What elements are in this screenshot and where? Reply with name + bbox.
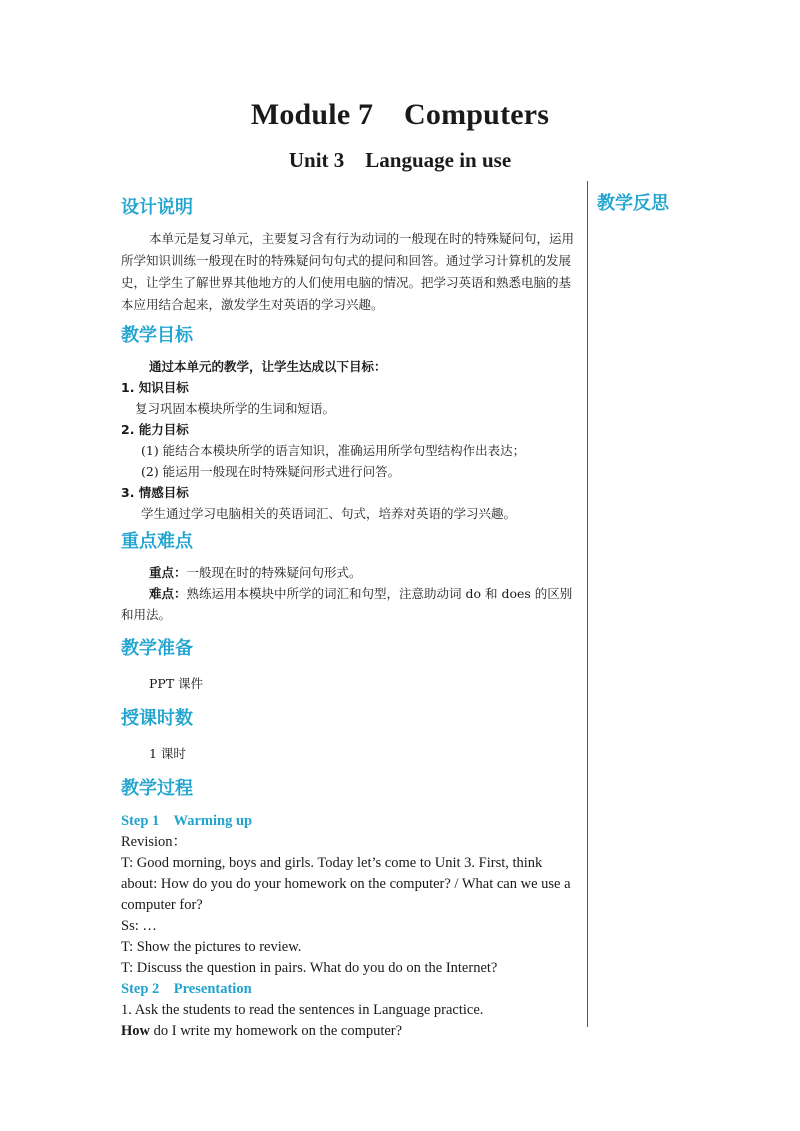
presentation-item-1: 1. Ask the students to read the sentences in Language practice. bbox=[121, 1002, 484, 1018]
how-word: How bbox=[121, 1023, 150, 1039]
ability-title: 2. 能力目标 bbox=[121, 422, 189, 437]
difficulty-label: 难点： bbox=[149, 586, 187, 601]
difficulty-text: 熟练运用本模块中所学的词汇和句型，注意助动词 do 和 does 的区别和用法。 bbox=[121, 586, 573, 622]
revision-label: Revision： bbox=[121, 834, 188, 850]
prep-heading: 教学准备 bbox=[121, 638, 193, 659]
hours-heading: 授课时数 bbox=[121, 708, 193, 729]
knowledge-text: 复习巩固本模块所学的生词和短语。 bbox=[135, 401, 336, 416]
teacher-line-2: T: Show the pictures to review. bbox=[121, 939, 302, 955]
goals-heading: 教学目标 bbox=[121, 325, 193, 346]
knowledge-title: 1. 知识目标 bbox=[121, 380, 189, 395]
column-divider bbox=[587, 181, 588, 1027]
goals-intro: 通过本单元的教学，让学生达成以下目标： bbox=[149, 359, 387, 374]
module-title: Module 7 Computers bbox=[250, 98, 550, 131]
step-2-heading: Step 2 Presentation bbox=[121, 981, 252, 997]
ability-item-2: (2) 能运用一般现在时特殊疑问形式进行问答。 bbox=[141, 464, 401, 479]
design-heading: 设计说明 bbox=[121, 197, 193, 218]
focus-line bbox=[121, 562, 581, 583]
hours-text: 1 课时 bbox=[149, 746, 186, 761]
process-heading: 教学过程 bbox=[121, 778, 193, 799]
key-points-heading: 重点难点 bbox=[121, 531, 193, 552]
reflection-heading: 教学反思 bbox=[597, 193, 669, 214]
ability-item-1: (1) 能结合本模块所学的语言知识，准确运用所学句型结构作出表达； bbox=[141, 443, 526, 458]
students-line: Ss: … bbox=[121, 918, 157, 934]
focus-text: 一般现在时的特殊疑问句形式。 bbox=[186, 565, 362, 580]
unit-subtitle: Unit 3 Language in use bbox=[288, 148, 512, 172]
focus-label: 重点： bbox=[149, 565, 187, 580]
main-column bbox=[121, 194, 581, 1042]
example-sentence bbox=[121, 1021, 581, 1042]
design-text: 本单元是复习单元，主要复习含有行为动词的一般现在时的特殊疑问句，运用所学知识训练一般现在时的特殊疑问句句式的提问和回答。通过学习计算机的发展史，让学生了解世界其他地方的人们使用电脑的情况。把学习英语和熟悉电脑的基本应用结合起来，激发学生对英语的学习兴趣。 bbox=[121, 231, 575, 312]
teacher-line-3: T: Discuss the question in pairs. What do you do on the Internet? bbox=[121, 960, 498, 976]
example-rest: do I write my homework on the computer? bbox=[150, 1023, 403, 1039]
step-1-heading: Step 1 Warming up bbox=[121, 813, 253, 829]
teacher-line-1: T: Good morning, boys and girls. Today let’s come to Unit 3. First, think about: How do you do your homework on the computer? / What can we use a computer for? bbox=[121, 855, 571, 913]
difficulty-line bbox=[121, 583, 581, 625]
prep-text: PPT 课件 bbox=[149, 676, 204, 691]
emotion-title: 3. 情感目标 bbox=[121, 485, 189, 500]
emotion-text: 学生通过学习电脑相关的英语词汇、句式，培养对英语的学习兴趣。 bbox=[141, 506, 517, 521]
